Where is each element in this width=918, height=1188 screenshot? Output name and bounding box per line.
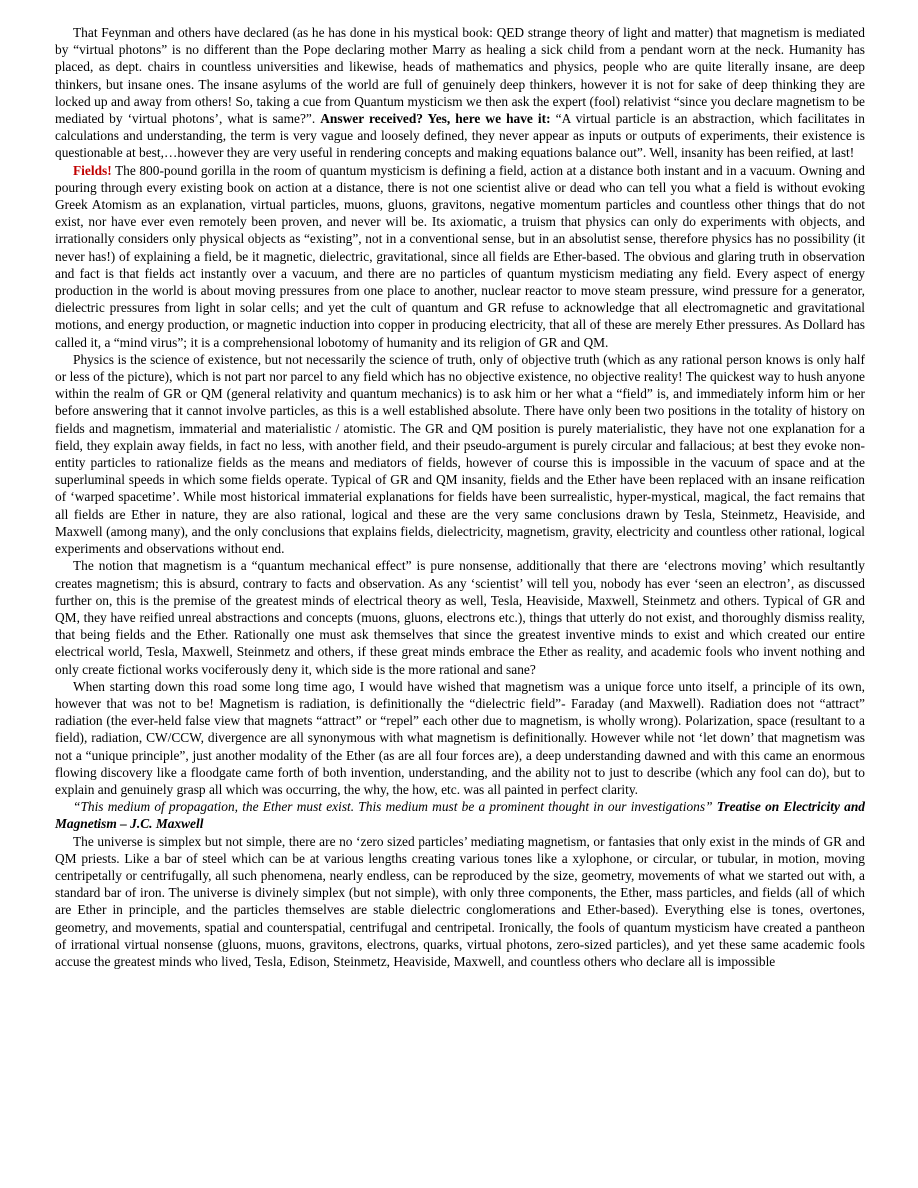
maxwell-quote (55, 798, 865, 832)
paragraph-universe: The universe is simplex but not simple, there are no ‘zero sized particles’ mediating magnetism, or fantasies that only exist in the minds of GR and QM priests. Like a bar of steel which can be at various lengths creating various tones like a xylophone, or circular, or tubular, in motion, moving centripetally or centrifugally, all such phenomena, nearly endless, can be reproduced by the size, geometry, movements of what we started out with, a standard bar of iron. The universe is divinely simplex (but not simple), with only three components, the Ether, mass particles, and fields (all of which are Ether in principle, and the particles themselves are stable dielectric conglomerations and Ether-based). Everything else is tones, overtones, geometry, and movements, spatial and counterspatial, centrifugal and centripetal. Ironically, the fools of quantum mysticism have created a pantheon of irrational virtual nonsense (gluons, muons, gravitons, electrons, quarks, virtual photons, zero-sized particles), and yet these same academic fools accuse the greatest minds who lived, Tesla, Edison, Steinmetz, Heaviside, Maxwell, and countless others who declare all is impossible (55, 833, 865, 969)
paragraph-physics: Physics is the science of existence, but not necessarily the science of truth, only of objective truth (which as any rational person knows is only half or less of the picture), which is not part nor parcel to any field which has no objective existence, no objective reality! The quickest way to hush anyone within the realm of GR or QM (general relativity and quantum mechanics) is to ask him or her what a “field” is, and immediately inform him or her before answering that it cannot involve particles, as this is a well established absolute. There have only been two positions in the totality of history on fields and magnetism, immaterial and materialistic / atomistic. The GR and QM position is purely materialistic, they have not one explanation for a field, they explain away fields, in fact no less, with another field, and their pseudo-argument is purely circular and fallacious; at best they evoke non-entity particles to rationalize fields as the means and mediators of fields, however of course this is impossible in the vacuum of space and at the superluminal speeds in which some fields operate. Typical of GR and QM insanity, fields and the Ether have been replaced with an insane reification of ‘warped spacetime’. While most historical immaterial explanations for fields have been surrealistic, hyper-mystical, magical, the fact remains that all fields are Ether in nature, they are also rational, logical and these are the very same conclusions drawn by Tesla, Steinmetz, Heaviside, and Maxwell (among many), and the only conclusions that explains fields, dielectricity, magnetism, gravity, electricity and countless other rational, logical experiments and observations without end. (55, 351, 865, 557)
quote-source: Treatise on Electricity and Magnetism – J.C. Maxwell (55, 799, 865, 832)
paragraph-text: That Feynman and others have declared (as he has done in his mystical book: QED strange theory of light and matter) that magnetism is mediated by “virtual photons” is no different than the Pope declaring mother Marry as healing a sick child from a pendant worn at the neck. Humanity has placed, as dept. chairs in countless universities and likewise, heads of mathematics and physics, people who are quite literally insane, are deep thinkers, but insane ones. The insane asylums of the world are full of genuinely deep thinkers, however it is not for sake of deep thinking they are locked up and away from others! So, taking a cue from Quantum mysticism we then ask the expert (fool) relativist “since you declare magnetism to be mediated by ‘virtual photons’, what is same?”. (55, 25, 865, 127)
fields-heading: Fields! (73, 162, 112, 178)
quote-text: “This medium of propagation, the Ether must exist. This medium must be a prominent thought in our investigations” (73, 799, 713, 815)
answer-received-heading: Answer received? Yes, here we have it: (320, 111, 551, 127)
paragraph-radiation: When starting down this road some long time ago, I would have wished that magnetism was a unique force unto itself, a principle of its own, however that was not to be! Magnetism is radiation, is definitionally the “dielectric field”- Faraday (and Maxwell). Radiation does not “attract” radiation (the ever-held false view that magnets “attract” or “repel” each other due to magnetism, is wholly wrong). Polarization, space (resultant to a field), radiation, CW/CCW, divergence are all synonymous with what magnetism is definitionally. However while not ‘let down’ that magnetism was not a “unique principle”, just another modality of the Ether (as are all four forces are), a deep understanding dawned and with this came an enormous flowing discovery like a floodgate came forth of both invention, understanding, and the ability not to just to describe (which any fool can do), but to explain and genuinely grasp all which was occurring, the why, the how, etc. was all painted in perfect clarity. (55, 678, 865, 797)
paragraph-feynman (55, 24, 865, 162)
paragraph-fields (55, 162, 865, 351)
paragraph-text: The 800-pound gorilla in the room of quantum mysticism is defining a field, action at a distance both instant and in a vacuum. Owning and pouring through every existing book on action at a distance, there is not one scientist alive or dead who can tell you what a field is without evoking Greek Atomism as an explanation, virtual particles, muons, gluons, gravitons, negative momentum particles and countless other things that do not exist, nor have ever even remotely been proven, and never will be. Its axiomatic, a truism that physics can only do experiments with objects, and irrationally considers only physical objects as “existing”, not in a conventional sense, but in an absolutist sense, therefore physics has no possibility (it never has!) of explaining a field, be it magnetic, dielectric, gravitational, since all fields are Ether-based. The obvious and glaring truth in observation and fact is that fields act instantly over a vacuum, and there are no particles of quantum mysticism mediating any field. Every aspect of energy production in the world is about moving pressures from one place to another, nuclear reactor to move steam pressure, wind pressure for a generator, dielectric pressures from light in solar cells; and yet the cult of quantum and GR refuse to acknowledge that all electromagnetic and gravitational motions, and energy production, or magnetic induction into copper in producing electricity, that all of these are merely Ether pressures. As Dollard has called it, a “mind virus”; it is a comprehensional lobotomy of humanity and its religion of GR and QM. (55, 162, 865, 350)
document-page (55, 24, 865, 970)
paragraph-quantum-effect: The notion that magnetism is a “quantum mechanical effect” is pure nonsense, additionally that there are ‘electrons moving’ which resultantly creates magnetism; this is absurd, contrary to facts and observation. As any ‘scientist’ will tell you, nobody has ever ‘seen an electron’, as discussed further on, this is the premise of the greatest minds of electrical theory as well, Tesla, Heaviside, Maxwell, Steinmetz and others. Typical of GR and QM, they have reified unreal abstractions and concepts (muons, gluons, electrons etc.), things that utterly do not exist, and thoroughly dismiss reality, that being fields and the Ether. Rationally one must ask themselves that since the greatest inventive minds to exist and which created our entire electrical world, Tesla, Maxwell, Steinmetz and others, if these great minds embrace the Ether as reality, and academic fools who invent nothing and only create fictional works vociferously deny it, which side is the more rational and sane? (55, 558, 865, 677)
paragraph-text-continued: “A virtual particle is an abstraction, which facilitates in calculations and understanding, the term is very vague and loosely defined, they never appear as inputs or outputs of experiments, their existence is questionable at best,…however they are very useful in rendering concepts and making equations balance out”. Well, insanity has been reified, at last! (55, 111, 865, 161)
